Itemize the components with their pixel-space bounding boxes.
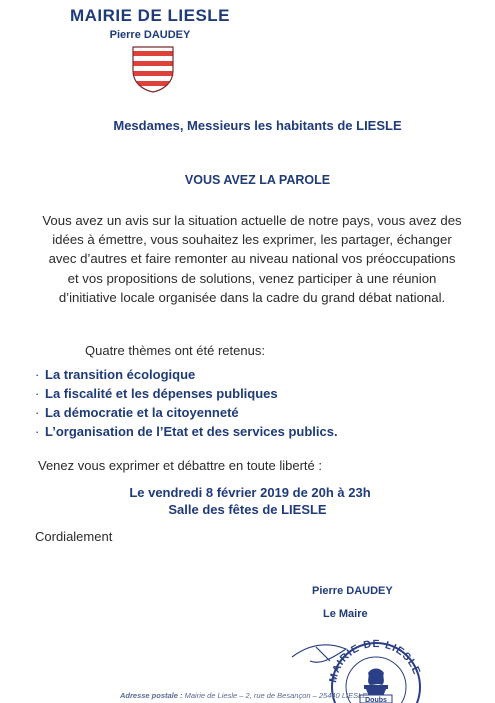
theme-item [35,365,338,384]
bullet-icon: · [35,367,40,382]
event-place: Salle des fêtes de LIESLE [168,502,327,517]
stamp-text: MAIRIE DE LIESLE [327,637,423,684]
mairie-stamp-icon [286,615,436,703]
coat-of-arms-icon [131,45,175,93]
themes-list [35,365,338,441]
bullet-icon: · [35,386,40,401]
mairie-title: MAIRIE DE LIESLE [69,6,231,25]
theme-label: La fiscalité et les dépenses publiques [45,386,278,401]
footer-label: Adresse postale : [120,691,183,700]
closing: Cordialement [35,529,113,544]
bullet-icon: · [35,405,40,420]
theme-label: La transition écologique [45,367,196,382]
signature-role: Le Maire [323,608,368,620]
theme-item [35,384,338,403]
mayor-name-header: Pierre DAUDEY [109,29,191,41]
stamp-dept: Doubs [365,697,387,703]
invite-text: Venez vous exprimer et débattre en toute liberté : [38,458,323,473]
theme-label: L’organisation de l’Etat et des services publics. [45,424,338,439]
themes-intro: Quatre thèmes ont été retenus: [85,343,265,358]
bullet-icon: · [35,424,40,439]
greeting: Mesdames, Messieurs les habitants de LIESLE [113,118,402,133]
headline: VOUS AVEZ LA PAROLE [184,173,331,187]
event-date: Le vendredi 8 février 2019 de 20h à 23h [129,485,371,500]
footer-address-text: Mairie de Liesle – 2, rue de Besançon – 25440 LIESLE [184,691,368,700]
signature-name: Pierre DAUDEY [312,585,393,597]
theme-label: La démocratie et la citoyenneté [45,405,239,420]
theme-item [35,422,338,441]
theme-item [35,403,338,422]
footer-address [120,691,367,700]
intro-paragraph: Vous avez un avis sur la situation actuelle de notre pays, vous avez des idées à émettre, vous souhaitez les exprimer, les partager, échanger avec d’autres et faire remonter au niveau national vos préoccupations et vos propositions de solutions, venez participer à une réunion d’initiative locale organisée dans la cadre du grand débat national. [42,213,462,305]
